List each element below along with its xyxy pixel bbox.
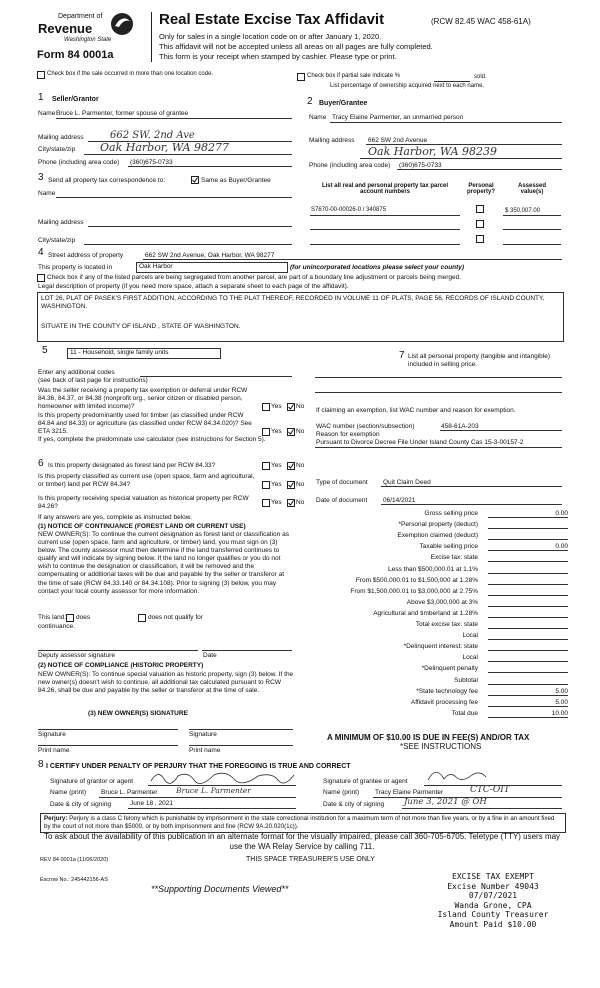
dept-line1: Department of [58,13,103,20]
tax-row-label: Excise tax: state [430,554,478,562]
correspondence-label: Send all property tax correspondence to: [48,177,166,184]
personal-property-field[interactable] [315,377,562,378]
legal-text-1: LOT 26, PLAT OF PASEK'S FIRST ADDITION, ACCORDING TO THE PLAT THEREOF, RECORDED IN VOLUME 11 OF PLATS, PAGE 56, RECORDS OF ISLAND COUNTY, WASHINGTON. [41,295,545,310]
notice2-body: NEW OWNER(S): To continue special valuation as historic property, sign (3) below. If the new owner(s) doesn't wish to continue, all additional tax calculated pursuant to RCW 84.26, shall be due and payable by the seller or transferor at the time of sale. [38,671,294,695]
stamp-line: EXCISE TAX EXEMPT [452,872,534,881]
tax-row-label: *Personal property (deduct) [398,521,478,529]
s6q1-no-label: No [296,462,305,469]
header-sub2: This affidavit will not be accepted unless all areas on all pages are fully completed. [159,42,433,51]
tax-row-line [488,573,568,574]
doc-type-value[interactable]: Quit Claim Deed [383,479,431,486]
owner-print-field-1[interactable] [38,745,178,746]
grantee-name-handwritten: CTC-OIT [470,785,510,795]
buyer-name-label: Name [309,114,327,121]
tax-row-line [488,628,568,629]
seller-mailing-label: Mailing address [38,134,84,141]
seller-name-label: Name [38,110,56,117]
grantor-name-line [99,797,296,798]
perjury-body: Perjury is a class C felony which is punishable by imprisonment in the state correctional institution for a maximum term of not more than five years, or by a fine in an amount fixed by the court of not more than $5000, or by both imprisonment and fine (RCW 9A.20.020(1c)). [44,815,555,830]
perjury-text [44,815,562,830]
tax-row-label: Taxable selling price [419,543,478,551]
parcel-line [310,244,460,245]
grantee-sig-label: Signature of grantee or agent [323,778,408,785]
minimum-notice: A MINIMUM OF $10.00 IS DUE IN FEE(S) AND/OR TAX [327,733,530,742]
buyer-heading: Buyer/Grantee [319,100,368,107]
section6-q3: Is this property receiving special valuation as historical property per RCW 84.26? [38,495,249,510]
tax-row-line [488,561,568,562]
s6q1-no-checkbox[interactable] [287,462,295,470]
dept-line2: Revenue [38,21,93,36]
corr-name-field[interactable] [56,197,292,198]
partial-sale-label: Check box if partial sale indicate % [307,73,401,79]
section5-q2: Is this property predominantly used for timber (as classified under RCW 84.84 and 84.33) or agriculture (as classified under RCW 84.34.020)? See ETA 3215. [38,412,252,435]
personal-property-checkbox[interactable] [476,235,484,243]
corr-city-label: City/state/zip [38,237,76,244]
additional-codes-field[interactable] [140,376,292,377]
owner-signature-field-1[interactable] [38,729,178,730]
value-line [503,244,561,245]
tax-row-line [488,717,568,718]
q1-no-checkbox[interactable] [287,403,295,411]
tax-row-line [488,528,568,529]
seller-mailing-value[interactable]: 662 SW. 2nd Ave [110,130,195,141]
tax-row-line [488,595,568,596]
grantor-name-label: Name (print) [50,789,87,796]
header-divider [151,12,152,62]
q2-yes-label: Yes [271,428,282,435]
parcel-col2-header: Personal property? [466,183,495,195]
parcel-col1-header: List all real and personal property tax parcel account numbers [321,183,449,195]
seller-name-value[interactable]: Bruce L. Parmenter, former spouse of grantee [56,110,189,117]
value-line [503,229,561,230]
parcel-line [310,215,460,216]
q1-no-label: No [296,403,305,410]
buyer-mailing-value[interactable]: 662 SW 2nd Avenue [368,137,428,144]
deputy-signature-field[interactable] [38,650,198,651]
tax-row-value[interactable]: 5.00 [555,698,568,706]
tax-row-label: Subtotal [454,676,478,684]
alt-format-note: To ask about the availability of this publication in an alternate format for the visually impaired, please call 360-705-6705. Teletype (TTY) users may use the WA Relay Service by calling 711. [43,832,561,851]
s6q3-no-checkbox[interactable] [287,499,295,507]
segregated-checkbox[interactable] [37,274,45,282]
section6-q2: Is this property classified as current use (open space, farm and agricultural, or timber) land per RCW 84.34? [38,473,255,488]
tax-row-label: *Delinquent interest: state [403,643,478,651]
personal-property-line [315,392,562,393]
answers-note: If any answers are yes, complete as instructed below. [38,514,192,521]
tax-row-value[interactable]: 0.00 [555,510,568,517]
corr-mailing-field[interactable] [88,226,292,227]
section1-number: 1 [38,92,44,103]
form-number: Form 84 0001a [37,49,114,61]
does-not-qualify-checkbox[interactable] [138,614,146,622]
located-note: (for unincorporated locations please select your county) [290,264,465,271]
section4-number: 4 [38,247,44,258]
does-not-label: does not qualify for [148,614,203,621]
check-icon [288,463,294,469]
tax-row-label: Total excise tax: state [415,621,478,628]
tax-row-label: From $1,500,000.01 to $3,000,000 at 2.75% [350,587,478,595]
section6-number: 6 [38,458,44,469]
tax-row-label: From $500,000.01 to $1,500,000 at 1.28% [355,576,478,584]
grantee-date-line [402,808,562,809]
deputy-label: Deputy assessor signature [38,652,115,659]
form-title: Real Estate Excise Tax Affidavit [159,11,385,28]
tax-row-value[interactable]: 0.00 [555,543,568,551]
tax-row-line [488,517,568,518]
see-instructions: *SEE INSTRUCTIONS [400,742,482,751]
street-label: Street address of property [48,252,124,259]
notice3-title: (3) NEW OWNER(S) SIGNATURE [88,710,188,717]
continuance-label: continuance. [38,623,75,630]
q1-yes-label: Yes [271,403,282,410]
partial-percent-field[interactable] [434,81,470,82]
doc-type-label: Type of document [316,479,368,486]
tax-row-label: Exemption claimed (deduct) [397,532,478,540]
doc-date-label: Date of document [316,497,368,504]
treasurer-use-label: THIS SPACE TREASURER'S USE ONLY [246,856,375,863]
escrow-number: Escrow No.: 245442156-AS [40,877,108,883]
grantee-date-value[interactable]: June 3, 2021 @ OH [404,797,487,807]
owner-signature-field-2[interactable] [189,729,293,730]
does-qualify-checkbox[interactable] [66,614,74,622]
buyer-city-line [360,158,562,159]
does-label: does [76,614,91,621]
deputy-date-label: Date [203,652,217,659]
corr-mailing-label: Mailing address [38,219,84,226]
this-land-label: This land: [38,614,67,621]
same-as-buyer-checkbox[interactable] [191,176,199,184]
grantor-name-handwritten: Bruce L. Parmenter [176,786,251,795]
buyer-name-line [330,122,562,123]
corr-city-field[interactable] [84,244,292,245]
located-label: This property is located in [38,264,113,271]
personal-property-checkbox[interactable] [476,220,484,228]
exemption-note: If claiming an exemption, list WAC number and reason for exemption. [316,407,516,414]
tax-row-label: *State technology fee [416,687,478,695]
legal-description-box[interactable] [37,292,564,342]
section6-q1: Is this property designated as forest land per RCW 84.33? [48,462,216,469]
wac-value[interactable]: 458-61A-203 [441,423,479,430]
doc-date-value[interactable]: 06/14/2021 [383,497,416,504]
owner-print-field-2[interactable] [189,745,293,746]
grantee-signature-image[interactable] [424,765,554,785]
s6q1-yes-checkbox[interactable] [262,462,270,470]
s6q1-yes-label: Yes [271,462,282,469]
buyer-name-value[interactable]: Tracy Elaine Parmenter, an unmarried person [332,114,464,121]
stamp-line: Island County Treasurer [437,910,549,919]
grantee-name-value[interactable]: Tracy Elaine Parmenter [375,789,444,796]
section5-q1: Was the seller receiving a property tax exemption or deferral under RCW 84.36, 84.37, or 84.38 (nonprofit org., senior citizen or disabled person, homeowner with limited income)? [38,387,248,410]
tax-row-label: Local [462,654,478,662]
seller-phone-label: Phone (including area code) [38,159,120,166]
tax-row-label: *Delinquent penalty [421,665,478,673]
tax-row-label: Affidavit processing fee [410,698,478,706]
tax-row-line [488,672,568,673]
stamp-line: Wanda Grone, CPA [454,900,532,910]
header-sub3: This form is your receipt when stamped by cashier. Please type or print. [159,52,397,61]
s6q3-yes-checkbox[interactable] [262,499,270,507]
multi-location-checkbox[interactable] [37,71,45,79]
tax-row-value[interactable]: 10.00 [551,709,568,717]
section5-q2b: If yes, complete the predominate use calculator (see instructions for Section 5). [38,436,266,443]
tax-row-label: Agricultural and timberland at 1.28% [373,609,478,617]
grantor-date-line [128,808,296,809]
grantor-sig-label: Signature of grantor or agent [50,778,134,785]
header-sub1: Only for sales in a single location code on or after January 1, 2020. [159,32,382,41]
tax-row-value[interactable]: 5.00 [555,687,568,695]
tax-row-line [488,684,568,685]
seller-phone-value[interactable]: (360)675-0733 [130,159,173,166]
wac-line [440,430,562,431]
perjury-box [40,813,566,833]
seller-city-line [84,154,292,155]
reason-label: Reason for exemption [316,431,380,438]
buyer-phone-label: Phone (including area code) [309,162,391,169]
parcel-col3-header: Assessed value(s) [517,183,547,195]
parcel-number[interactable]: S7670-00-00026-0 / 340875 [311,207,387,213]
owner-print-label-2: Print name [189,747,221,754]
grantee-date-label: Date & city of signing [323,801,385,808]
section7-text: List all personal property (tangible and intangible) included in selling price. [408,353,551,368]
parcel-line [310,229,460,230]
s6q2-no-label: No [296,481,305,488]
located-select[interactable]: Oak Harbor [136,262,288,273]
form-statute: (RCW 82.45 WAC 458-61A) [431,17,531,26]
stamp-line: Excise Number 49043 [447,881,539,891]
tax-row-label: Gross selling price [424,510,478,517]
tax-row-line [488,617,568,618]
land-use-select[interactable]: 11 - Household, single family units [67,348,221,359]
rev-number: REV 84 0001a (11/06/2020) [40,857,109,863]
tax-row-line [488,606,568,607]
street-line [143,259,562,260]
tax-row-line [488,661,568,662]
seller-phone-line [128,166,292,167]
corr-name-label: Name [38,190,56,197]
grantor-date-label: Date & city of signing [50,801,112,808]
seller-city-value[interactable]: Oak Harbor, WA 98277 [100,141,230,154]
legal-label: Legal description of property (if you need more space, attach a separate sheet to each page of the affidavit). [38,283,349,290]
check-icon [288,482,294,488]
grantor-date-value[interactable]: June 18 , 2021 [130,800,174,807]
same-as-buyer-label: Same as Buyer/Grantee [201,177,271,184]
personal-property-checkbox[interactable] [476,205,484,213]
dept-line3: Washington State [64,37,112,43]
grantee-name-label: Name (print) [323,789,360,796]
check-icon [288,404,294,410]
stamp-line: Amount Paid $10.00 [449,919,537,929]
q2-yes-checkbox[interactable] [262,428,270,436]
s6q3-yes-label: Yes [271,499,282,506]
s6q2-yes-checkbox[interactable] [262,481,270,489]
reason-line [315,447,562,448]
seller-city-label: City/state/zip [38,146,76,153]
section2-number: 2 [307,96,313,107]
revenue-swirl-icon [108,11,136,37]
section5-number: 5 [42,345,48,356]
section7-number: 7 [399,350,405,361]
tax-row-line [488,639,568,640]
section3-number: 3 [38,172,44,183]
partial-sold-label: sold. [474,74,487,80]
doc-type-line [381,486,562,487]
doc-date-line [381,504,562,505]
grantor-signature-image[interactable] [148,767,298,785]
s6q2-yes-label: Yes [271,481,282,488]
buyer-city-value[interactable]: Oak Harbor, WA 98239 [368,145,498,158]
treasurer-stamp [430,872,556,929]
buyer-phone-line [397,169,562,170]
q1-yes-checkbox[interactable] [262,403,270,411]
s6q3-no-label: No [296,499,305,506]
value-line [503,215,561,216]
tax-row-label: Above $3,000,000 at 3% [406,598,478,606]
segregated-label: Check box if any of the listed parcels are being segregated from another parcel, are part of a boundary line adjustment or parcels being merged. [47,274,462,281]
certify-heading: I CERTIFY UNDER PENALTY OF PERJURY THAT THE FOREGOING IS TRUE AND CORRECT [46,763,351,770]
tax-row-line [488,706,568,707]
reason-value[interactable]: Pursuant to Divorce Decree File Under Island County Cas 15-3-00157-2 [316,439,524,446]
seller-heading: Seller/Grantor [52,96,99,103]
buyer-phone-value[interactable]: (360)675-0733 [399,162,442,169]
tax-row-label: Local [462,632,478,640]
multi-location-label: Check box if the sale occurred in more than one location code. [47,71,214,77]
supporting-docs: **Supporting Documents Viewed** [151,884,289,894]
q2-no-checkbox[interactable] [287,428,295,436]
section8-number: 8 [38,759,44,770]
tax-row-line [488,584,568,585]
notice2-title: (2) NOTICE OF COMPLIANCE (HISTORIC PROPERTY) [38,662,204,669]
grantor-name-value[interactable]: Bruce L. Parmenter [101,789,158,796]
perjury-label: Perjury: [44,815,68,822]
buyer-mailing-label: Mailing address [309,137,355,144]
seller-name-line [56,118,292,119]
percentage-note: List percentage of ownership acquired next to each name. [330,83,485,89]
owner-signature-label-1: Signature [38,731,66,738]
stamp-line: 07/07/2021 [468,891,518,900]
tax-row-line [488,539,568,540]
notice1-title: (1) NOTICE OF CONTINUANCE (FOREST LAND OR CURRENT USE) [38,523,246,530]
tax-row-line [488,550,568,551]
check-icon [288,429,294,435]
additional-codes-note: (see back of last page for instructions) [38,377,148,384]
tax-row-line [488,650,568,651]
tax-row-line [488,695,568,696]
additional-codes-label: Enter any additional codes [38,369,115,376]
s6q2-no-checkbox[interactable] [287,481,295,489]
assessed-value[interactable]: $ 350,007.00 [505,208,541,214]
street-value[interactable]: 662 SW 2nd Avenue, Oak Harbor, WA 98277 [145,252,275,259]
check-icon [288,500,294,506]
q2-no-label: No [296,428,305,435]
tax-row-label: Less than $500,000.01 at 1.1% [388,565,478,573]
tax-row-label: Total due [451,709,478,717]
partial-sale-checkbox[interactable] [297,73,305,81]
check-icon [192,177,198,183]
wac-label: WAC number (section/subsection) [316,423,415,430]
notice1-body: NEW OWNER(S): To continue the current designation as forest land or classification as current use (open space, farm and agriculture, or timber) land, you must sign on (3) below. The county assessor must then determine if the land transferred continues to qualify and will indicate by signing below. If the land no longer qualifies or you do not wish to continue the designation or classification, it will be removed and the compensating or additional taxes will be due and payable by the seller or transferor at the time of sale (RCW 84.33.140 or 84.34.108). Prior to signing (3) below, you may contact your local county assessor for more information. [38,531,289,595]
legal-text-2: SITUATE IN THE COUNTY OF ISLAND , STATE OF WASHINGTON. [41,323,241,330]
owner-print-label-1: Print name [38,747,70,754]
owner-signature-label-2: Signature [189,731,217,738]
deputy-date-field[interactable] [202,650,292,651]
